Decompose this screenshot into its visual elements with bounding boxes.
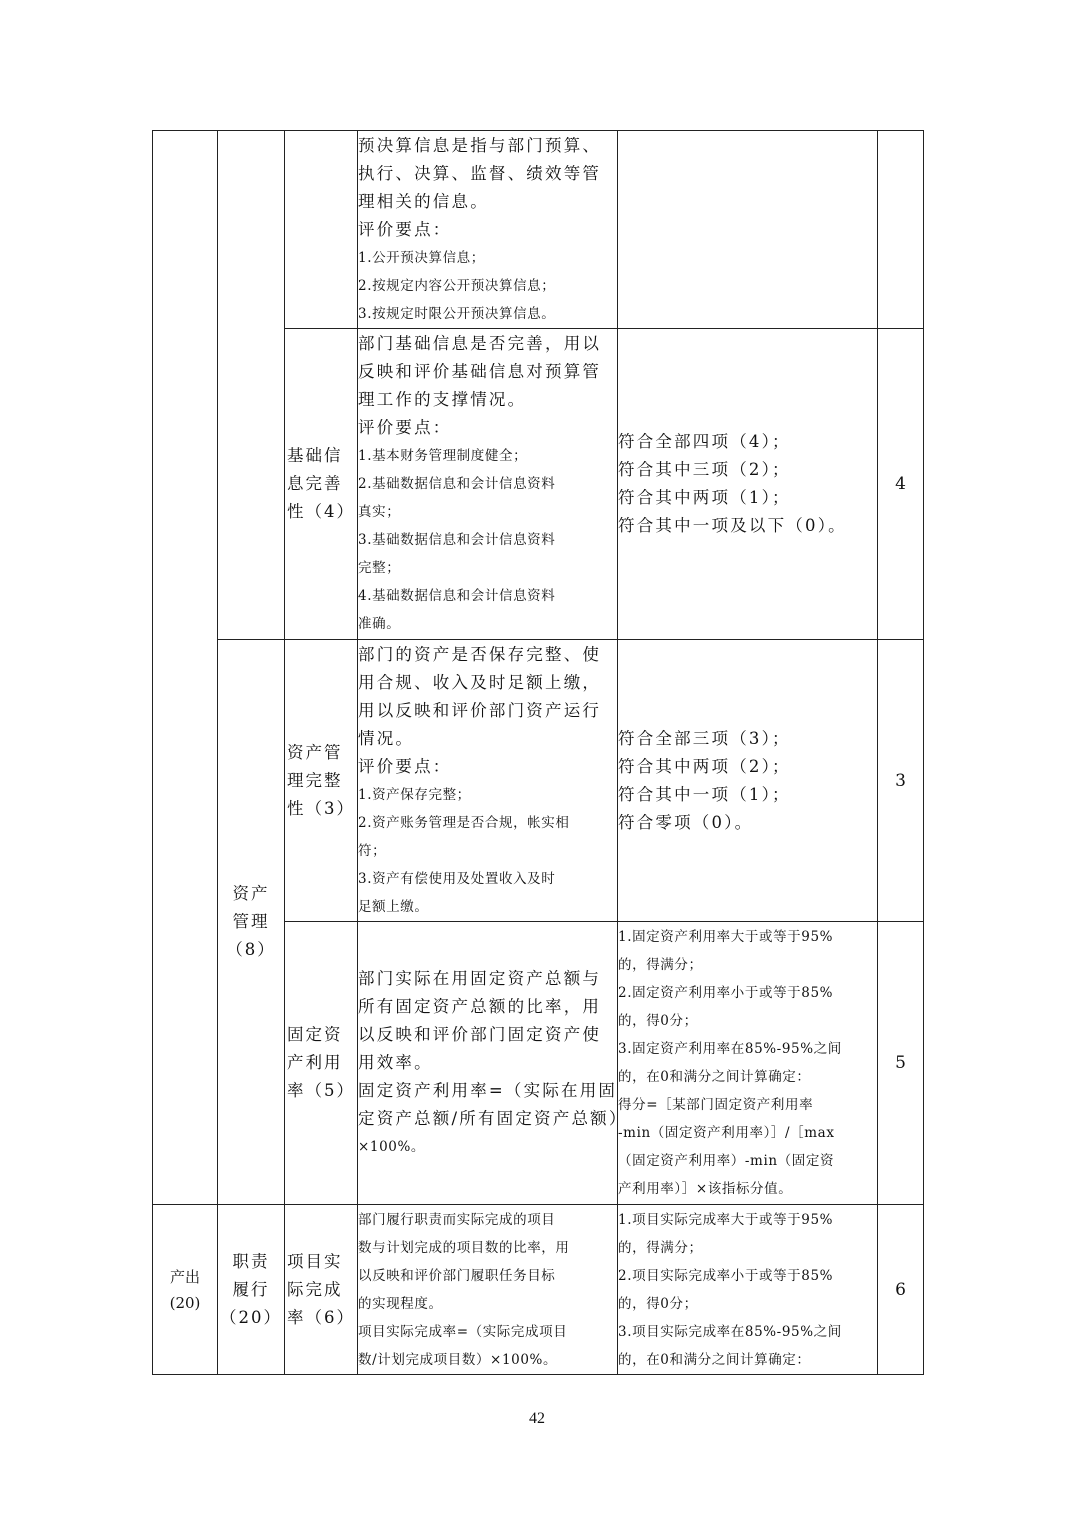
text-line: 执行、决算、监督、绩效等管 xyxy=(358,163,602,183)
text-line: 2.项目实际完成率小于或等于85% xyxy=(618,1267,834,1284)
text-line: 评价要点： xyxy=(358,219,452,239)
text-line: 1.基本财务管理制度健全； xyxy=(358,448,528,464)
text-line: 反映和评价基础信息对预算管 xyxy=(358,362,602,381)
text-line: 的，在0和满分之间计算确定： xyxy=(618,1351,811,1368)
text-line: 准确。 xyxy=(358,616,401,632)
definition-cell xyxy=(358,922,628,1205)
definition-cell xyxy=(358,329,618,640)
text-line: （固定资产利用率）-min（固定资 xyxy=(618,1153,835,1169)
level2-label xyxy=(226,880,276,964)
text-line: 符合其中三项（2）； xyxy=(618,460,791,479)
text-line: -min（固定资产利用率）］/［max xyxy=(618,1125,835,1141)
definition-cell xyxy=(358,640,618,922)
text-line: 的，得满分； xyxy=(618,1239,703,1256)
text-line: 固定资 xyxy=(287,1025,343,1044)
text-line: 固定资产利用率=（实际在用固 xyxy=(358,1081,618,1100)
definition-cell xyxy=(358,131,618,329)
text-line: 的，得满分； xyxy=(618,957,703,973)
text-line: 3.资产有偿使用及处置收入及时 xyxy=(358,870,556,887)
text-line: 2.资产账务管理是否合规，帐实相 xyxy=(358,814,570,831)
text-line: 符合零项（0）。 xyxy=(618,812,754,832)
level3-label xyxy=(287,1248,355,1332)
text-line: 的，得0分； xyxy=(618,1295,698,1312)
text-line: 的，在0和满分之间计算确定： xyxy=(618,1069,811,1085)
criteria-cell xyxy=(618,640,878,922)
definition-lines xyxy=(358,965,628,1161)
text-line: 的，得0分； xyxy=(618,1013,698,1029)
text-line: 真实； xyxy=(358,504,401,520)
definition-lines xyxy=(358,641,617,921)
text-line: 足额上缴。 xyxy=(358,898,429,915)
criteria-lines xyxy=(618,1206,877,1374)
text-line: （20） xyxy=(220,1307,282,1327)
level3-cell xyxy=(285,922,358,1205)
text-line: 用以反映和评价部门资产运行 xyxy=(358,700,602,720)
text-line: 履行 xyxy=(232,1279,270,1299)
text-line: 用合规、收入及时足额上缴， xyxy=(358,672,602,692)
table-row xyxy=(153,131,924,329)
text-line: 1.项目实际完成率大于或等于95% xyxy=(618,1211,834,1228)
definition-lines xyxy=(358,330,617,638)
text-line: 管理 xyxy=(232,912,270,931)
text-line: 部门实际在用固定资产总额与 xyxy=(358,969,602,988)
text-line: 以反映和评价部门固定资产使 xyxy=(358,1025,602,1044)
text-line: 部门基础信息是否完善，用以 xyxy=(358,334,602,353)
text-line: 定资产总额/所有固定资产总额） xyxy=(358,1109,628,1128)
text-line: 基础信 xyxy=(287,446,343,465)
level1-label xyxy=(153,1264,217,1316)
level3-label xyxy=(287,739,355,823)
text-line: 部门履行职责而实际完成的项目 xyxy=(358,1211,556,1228)
text-line: 1.公开预决算信息； xyxy=(358,249,485,266)
score-cell: 5 xyxy=(878,922,924,1205)
criteria-lines xyxy=(618,428,877,540)
level2-label xyxy=(220,1248,282,1332)
text-line: 率（5） xyxy=(287,1081,355,1100)
text-line: 际完成 xyxy=(287,1279,343,1299)
criteria-cell xyxy=(618,329,878,640)
level2-cell-blank xyxy=(218,131,285,640)
text-line: 符合其中一项（1）； xyxy=(618,784,791,804)
score-cell: 3 xyxy=(878,640,924,922)
text-line: 性（4） xyxy=(287,502,355,521)
text-line: 2.按规定内容公开预决算信息； xyxy=(358,277,556,294)
text-line: 资产管 xyxy=(287,742,343,762)
text-line: 1.固定资产利用率大于或等于95% xyxy=(618,929,834,945)
text-line: （8） xyxy=(226,940,276,959)
text-line: 3.固定资产利用率在85%-95%之间 xyxy=(618,1041,842,1057)
text-line: 3.按规定时限公开预决算信息。 xyxy=(358,305,556,322)
criteria-cell xyxy=(618,1205,878,1375)
text-line: 符； xyxy=(358,842,387,859)
score-cell xyxy=(878,131,924,329)
text-line: 符合全部四项（4）； xyxy=(618,432,791,451)
text-line: 产利用率）］×该指标分值。 xyxy=(618,1181,793,1197)
text-line: 以反映和评价部门履职任务目标 xyxy=(358,1267,556,1284)
definition-lines xyxy=(358,132,617,328)
text-line: 符合全部三项（3）； xyxy=(618,728,791,748)
text-line: 理相关的信息。 xyxy=(358,191,489,211)
text-line: 3.基础数据信息和会计信息资料 xyxy=(358,532,556,548)
text-line: 完整； xyxy=(358,560,401,576)
score-cell: 4 xyxy=(878,329,924,640)
table-row xyxy=(153,640,924,922)
text-line: 2.基础数据信息和会计信息资料 xyxy=(358,476,556,492)
text-line: 理完整 xyxy=(287,770,343,790)
text-line: 部门的资产是否保存完整、使 xyxy=(358,644,602,664)
text-line: 所有固定资产总额的比率，用 xyxy=(358,997,602,1016)
text-line: ×100%。 xyxy=(358,1139,426,1155)
level3-cell xyxy=(285,329,358,640)
text-line: 的实现程度。 xyxy=(358,1295,443,1312)
score-cell: 6 xyxy=(878,1205,924,1375)
text-line: 评价要点： xyxy=(358,418,452,437)
text-line: 预决算信息是指与部门预算、 xyxy=(358,135,602,155)
level2-cell xyxy=(218,640,285,1205)
text-line: 性（3） xyxy=(287,798,355,818)
text-line: 资产 xyxy=(232,884,270,903)
text-line: 情况。 xyxy=(358,728,415,748)
criteria-cell xyxy=(618,131,878,329)
text-line: 评价要点： xyxy=(358,756,452,776)
table-row xyxy=(153,1205,924,1375)
text-line: 产利用 xyxy=(287,1053,343,1072)
text-line: 数与计划完成的项目数的比率，用 xyxy=(358,1239,570,1256)
criteria-lines xyxy=(618,923,877,1203)
level3-cell xyxy=(285,640,358,922)
level2-cell xyxy=(218,1205,285,1375)
definition-cell xyxy=(358,1205,618,1375)
text-line: 得分=［某部门固定资产利用率 xyxy=(618,1097,814,1113)
text-line: 数/计划完成项目数）×100%。 xyxy=(358,1351,558,1368)
level1-cell-blank xyxy=(153,131,218,1205)
text-line: 率（6） xyxy=(287,1307,355,1327)
text-line: 4.基础数据信息和会计信息资料 xyxy=(358,588,556,604)
text-line: 1.资产保存完整； xyxy=(358,786,471,803)
text-line: 2.固定资产利用率小于或等于85% xyxy=(618,985,834,1001)
text-line: 符合其中一项及以下（0）。 xyxy=(618,516,847,535)
criteria-cell xyxy=(618,922,878,1205)
level1-cell xyxy=(153,1205,218,1375)
text-line: 符合其中两项（1）； xyxy=(618,488,791,507)
text-line: 3.项目实际完成率在85%-95%之间 xyxy=(618,1323,842,1340)
level3-cell xyxy=(285,131,358,329)
text-line: 产出 xyxy=(169,1267,200,1286)
criteria-lines xyxy=(618,725,877,837)
text-line: 息完善 xyxy=(287,474,343,493)
level3-cell xyxy=(285,1205,358,1375)
text-line: 用效率。 xyxy=(358,1053,433,1072)
text-line: 项目实际完成率=（实际完成项目 xyxy=(358,1323,568,1340)
level3-label xyxy=(287,442,355,526)
level3-label xyxy=(287,1021,355,1105)
text-line: 职责 xyxy=(232,1251,270,1271)
page-number: 42 xyxy=(529,1410,545,1427)
text-line: 项目实 xyxy=(287,1251,343,1271)
text-line: 符合其中两项（2）； xyxy=(618,756,791,776)
definition-lines xyxy=(358,1206,617,1374)
evaluation-table xyxy=(152,130,924,1375)
text-line: (20) xyxy=(169,1293,201,1312)
text-line: 理工作的支撑情况。 xyxy=(358,390,527,409)
